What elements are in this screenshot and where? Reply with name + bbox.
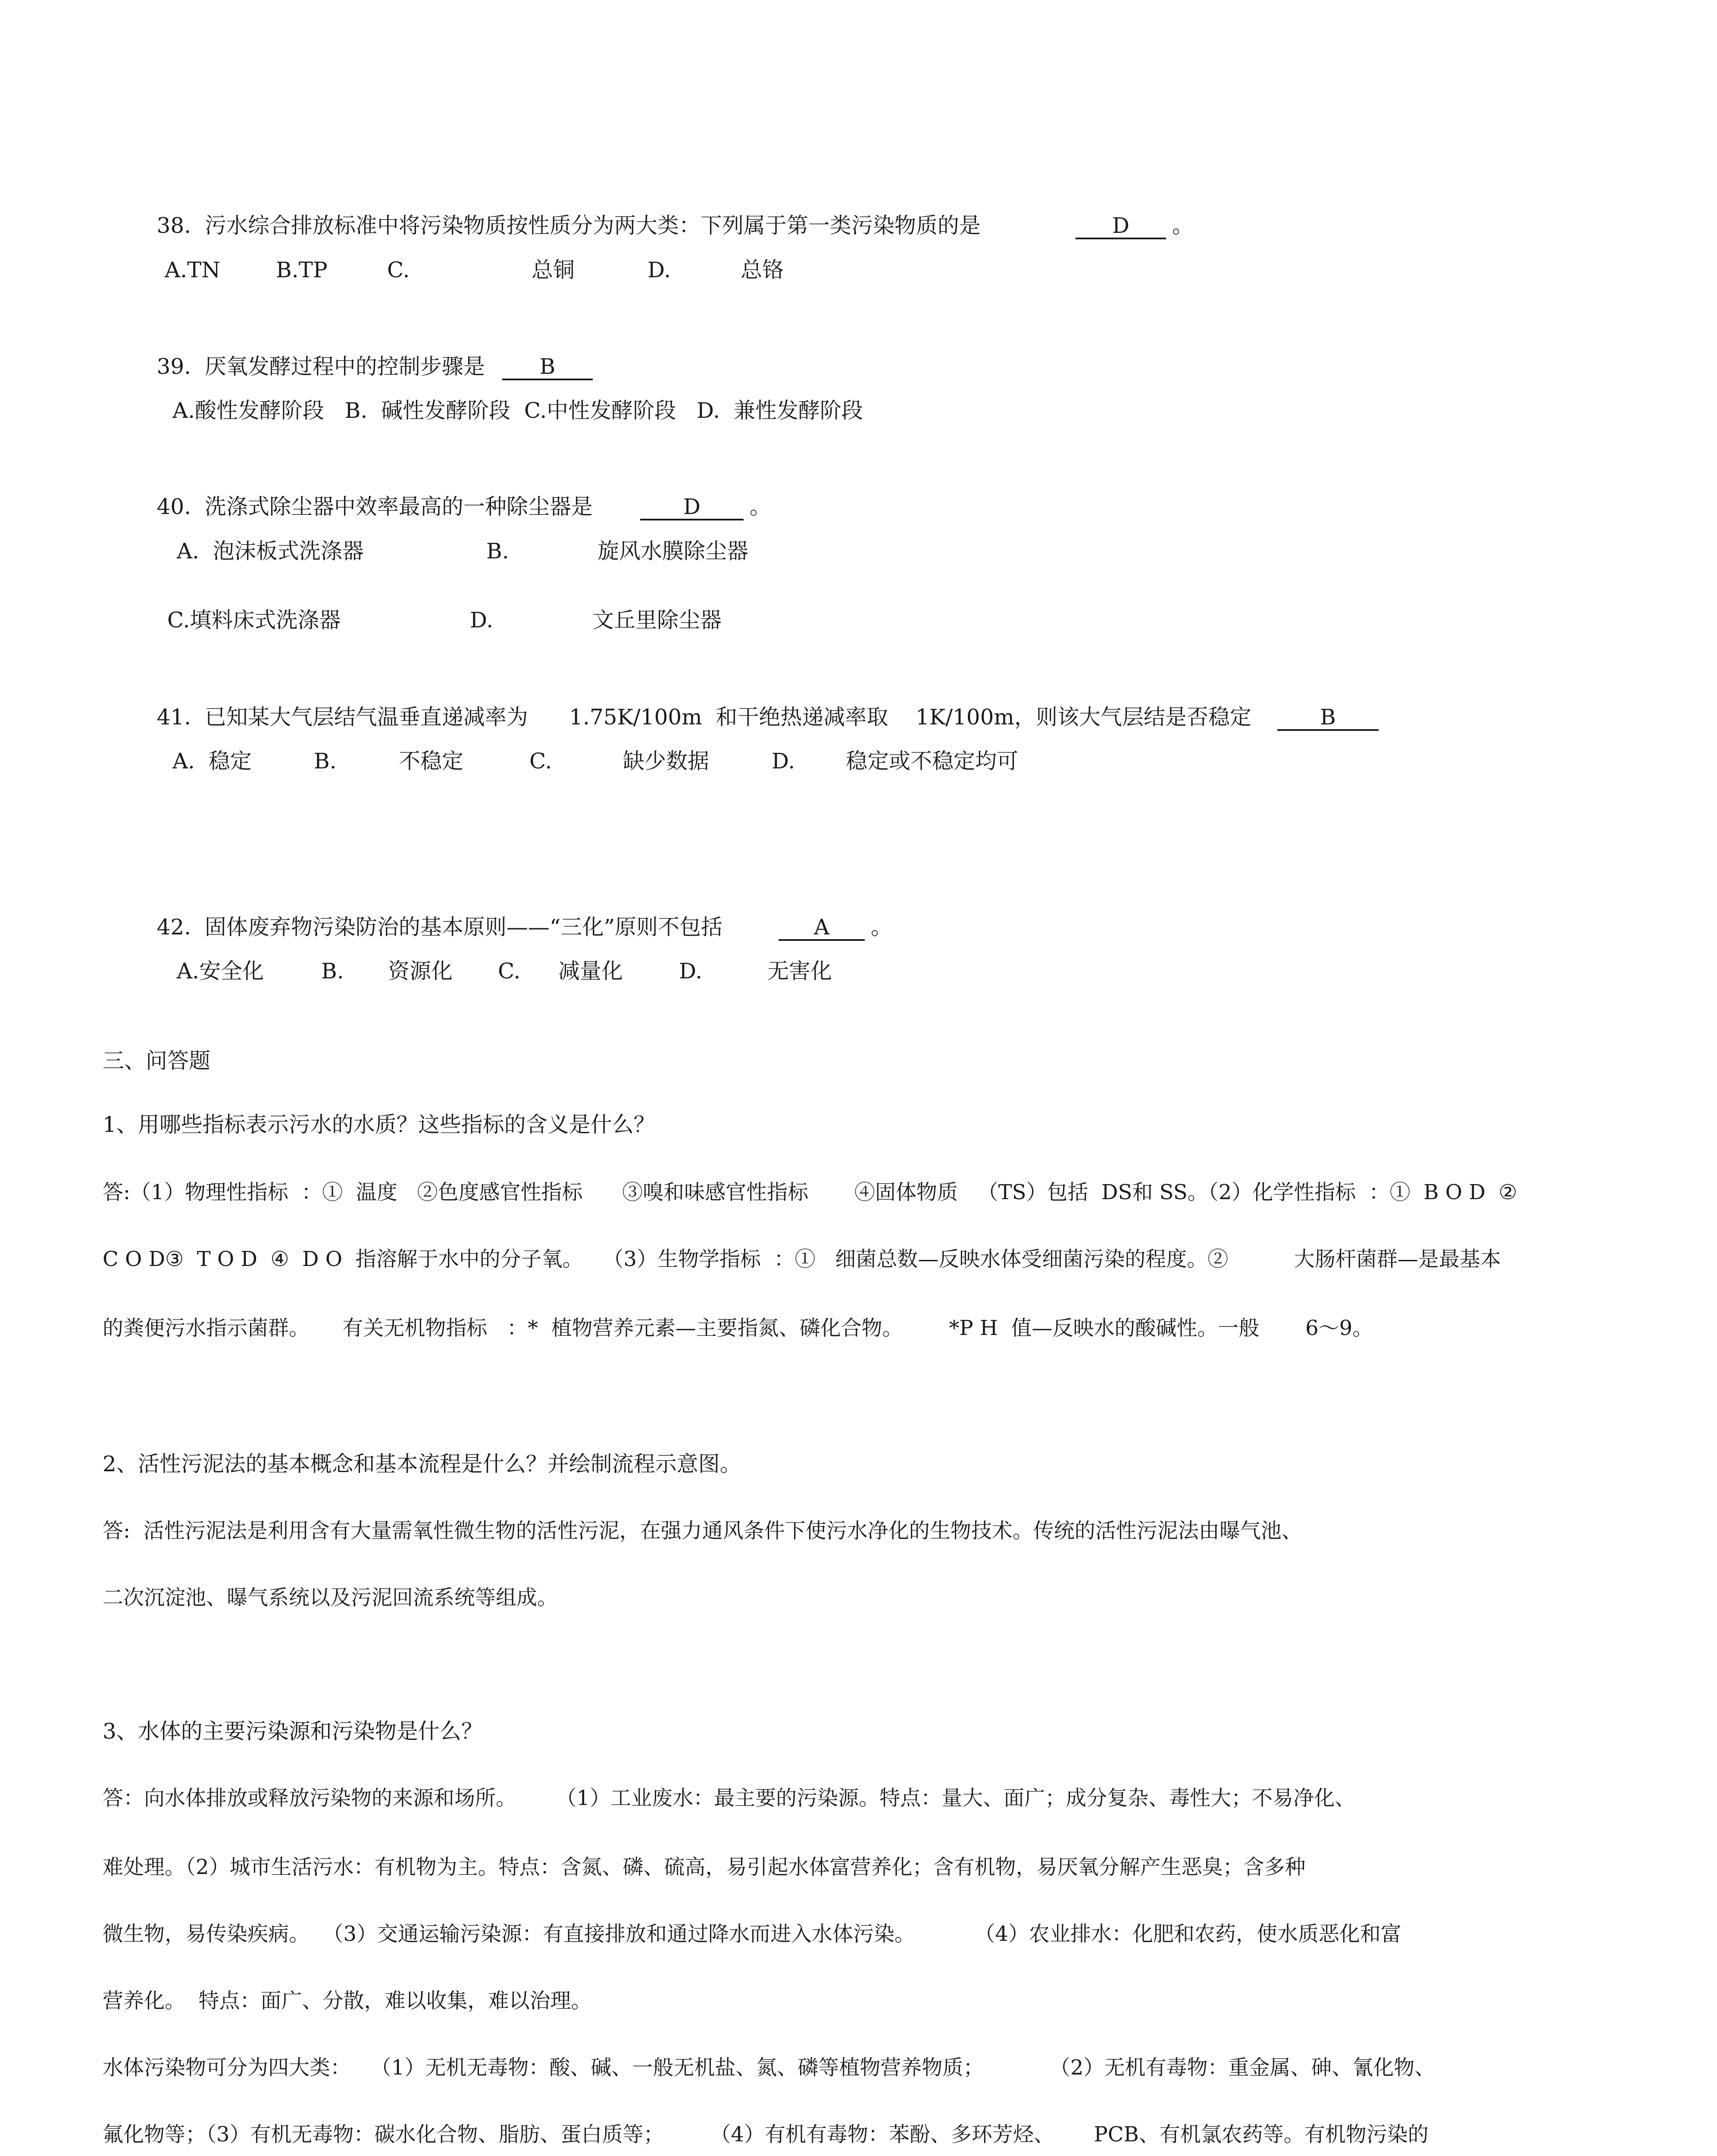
qa-1-answer-line: C O D③ T O D ④ D O 指溶解于水中的分子氧。 （3）生物学指标 ：① 细菌总数—反映水体受细菌污染的程度。② 大肠杆菌群—是最基本 (103, 1247, 1501, 1271)
qa-3-answer-line: 营养化。 特点：面广、分散，难以收集，难以治理。 (103, 1989, 592, 2013)
option-a: A. 泡沫板式洗涤器 (177, 539, 364, 564)
question-41-answer: B (1277, 705, 1379, 731)
option-d: D. (679, 959, 703, 984)
question-39 (129, 328, 593, 406)
option-b-text: 资源化 (388, 959, 453, 984)
question-42-answer: A (779, 915, 865, 941)
qa-2-answer-line: 答: 活性污泥法是利用含有大量需氧性微生物的活性污泥，在强力通风条件下使污水净化的生物技术。传统的活性污泥法由曝气池、 (103, 1519, 1302, 1543)
qa-2-answer-line: 二次沉淀池、曝气系统以及污泥回流系统等组成。 (103, 1586, 558, 1610)
question-41-text: 41. 已知某大气层结气温垂直递减率为 1.75K/100m 和干绝热递减率取 1K/100m，则该大气层结是否稳定 (156, 705, 1251, 730)
qa-3-answer-line: 氟化物等；（3）有机无毒物：碳水化合物、脂肪、蛋白质等； （4）有机有毒物：苯酚、多环芳烃、 PCB、有机氯农药等。有机物污染的 (103, 2122, 1429, 2147)
option-b: B. (486, 539, 509, 564)
option-b: B. (314, 749, 337, 774)
question-38-text: 38. 污水综合排放标准中将污染物质按性质分为两大类：下列属于第一类污染物质的是 (156, 213, 981, 238)
option-d-text: 总铬 (741, 257, 784, 282)
question-41 (129, 678, 1379, 757)
question-39-options: A.酸性发酵阶段 B. 碱性发酵阶段 C.中性发酵阶段 D. 兼性发酵阶段 (172, 398, 863, 423)
question-38-tail: 。 (1172, 213, 1194, 238)
option-a: A.TN (165, 257, 221, 282)
qa-3-answer-line: 答：向水体排放或释放污染物的来源和场所。 （1）工业废水：最主要的污染源。特点：量大、面广；成分复杂、毒性大；不易净化、 (103, 1786, 1356, 1810)
option-c: C. (387, 257, 410, 282)
qa-2-question: 2、活性污泥法的基本概念和基本流程是什么？并绘制流程示意图。 (103, 1451, 741, 1476)
option-d-text: 稳定或不稳定均可 (846, 749, 1018, 774)
question-42 (129, 888, 892, 967)
question-40-tail: 。 (749, 494, 771, 519)
question-42-text: 42. 固体废弃物污染防治的基本原则——“三化”原则不包括 (156, 915, 723, 940)
question-38 (129, 187, 1194, 265)
option-b-text: 旋风水膜除尘器 (597, 539, 748, 564)
qa-1-question: 1、用哪些指标表示污水的水质？这些指标的含义是什么？ (103, 1112, 655, 1137)
option-c: C. (498, 959, 521, 984)
option-a: A.安全化 (177, 959, 264, 984)
option-b-text: 不稳定 (399, 749, 463, 774)
section-title: 三、问答题 (103, 1048, 210, 1073)
option-c-text: 总铜 (532, 257, 575, 282)
option-d: D. (772, 749, 795, 774)
question-39-answer: B (502, 354, 593, 380)
question-40 (129, 468, 771, 546)
question-42-tail: 。 (871, 915, 893, 940)
option-d: D. (647, 257, 671, 282)
question-40-text: 40. 洗涤式除尘器中效率最高的一种除尘器是 (156, 494, 593, 519)
qa-3-answer-line: 微生物，易传染疾病。 （3）交通运输污染源：有直接排放和通过降水而进入水体污染。 （4）农业排水：化肥和农药，使水质恶化和富 (103, 1922, 1401, 1946)
question-38-answer: D (1076, 213, 1166, 239)
option-b: B. (321, 959, 344, 984)
option-d-text: 文丘里除尘器 (592, 608, 722, 633)
option-d-text: 无害化 (767, 959, 832, 984)
question-40-answer: D (640, 495, 744, 520)
qa-1-answer-line: 答:（1）物理性指标 ：① 温度 ②色度感官性指标 ③嗅和味感官性指标 ④固体物质 （TS）包括 DS和 SS。（2）化学性指标 ：① B O D ② (103, 1180, 1517, 1204)
question-39-text: 39. 厌氧发酵过程中的控制步骤是 (156, 354, 485, 379)
option-c: C. (529, 749, 552, 774)
option-a: A. 稳定 (172, 749, 252, 774)
qa-3-question: 3、水体的主要污染源和污染物是什么？ (103, 1719, 483, 1744)
option-b: B.TP (276, 257, 328, 282)
option-c-text: 缺少数据 (623, 749, 709, 774)
qa-1-answer-line: 的粪便污水指示菌群。 有关无机物指标 ：* 植物营养元素—主要指氮、磷化合物。 *P H 值—反映水的酸碱性。一般 6～9。 (103, 1316, 1373, 1340)
option-c: C.填料床式洗涤器 (167, 608, 341, 633)
qa-3-answer-line: 难处理。（2）城市生活污水：有机物为主。特点：含氮、磷、硫高，易引起水体富营养化；含有机物，易厌氧分解产生恶臭；含多种 (103, 1855, 1306, 1879)
qa-3-answer-line: 水体污染物可分为四大类： （1）无机无毒物：酸、碱、一般无机盐、氮、磷等植物营养物质； （2）无机有毒物：重金属、砷、氰化物、 (103, 2056, 1436, 2080)
option-c-text: 减量化 (558, 959, 623, 984)
option-d: D. (470, 608, 494, 633)
